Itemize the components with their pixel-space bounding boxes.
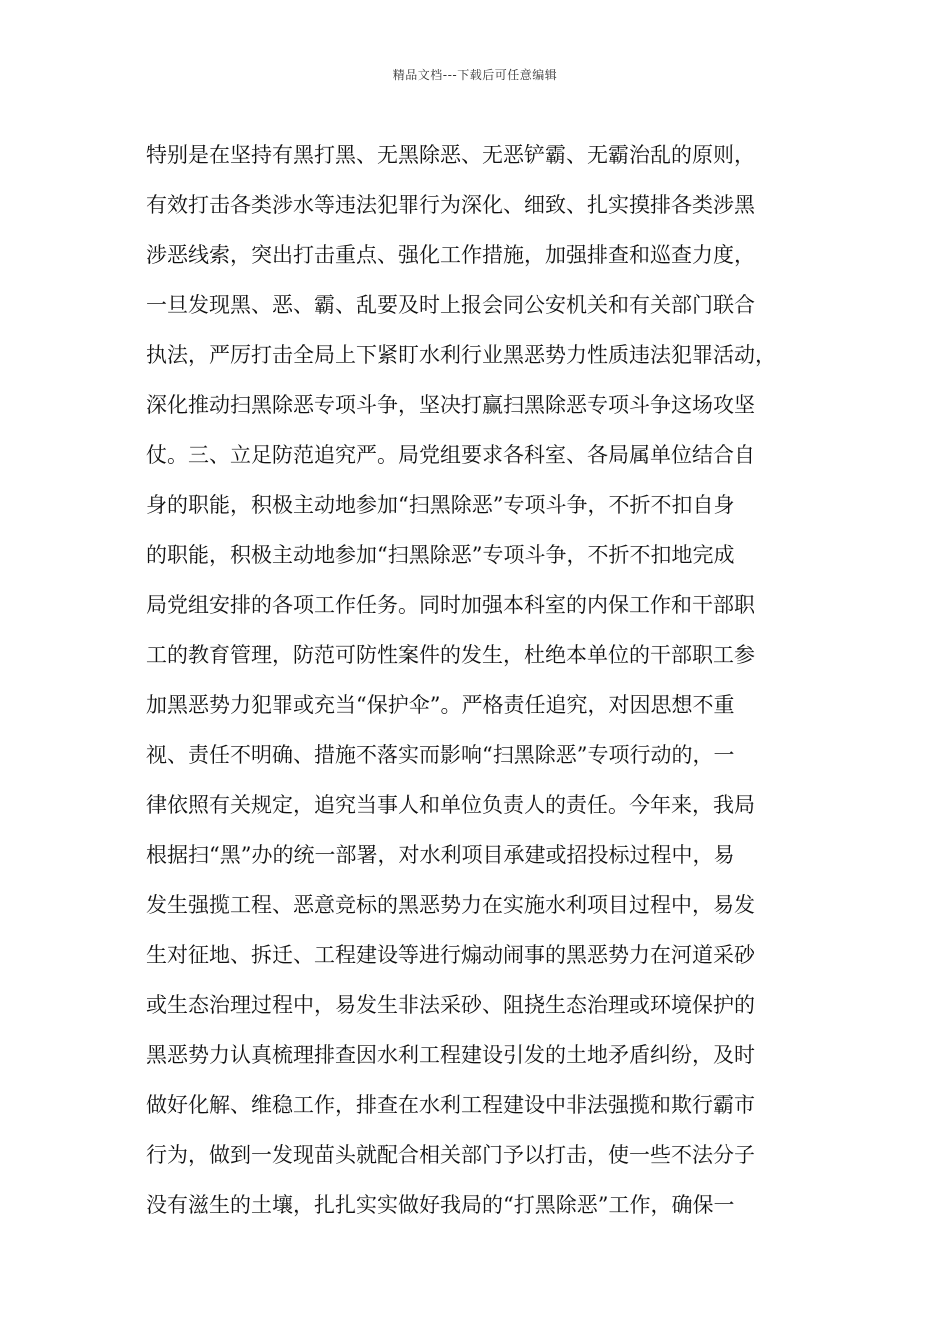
document-body [146, 130, 826, 1230]
text-line: 视、责任不明确、措施不落实而影响“扫黑除恶”专项行动的，一 [146, 743, 735, 767]
text-line: 行为，做到一发现苗头就配合相关部门予以打击，使一些不法分子 [146, 1143, 755, 1167]
text-line: 生对征地、拆迁、工程建设等进行煽动闹事的黑恶势力在河道采砂 [146, 943, 755, 967]
text-line: 局党组安排的各项工作任务。同时加强本科室的内保工作和干部职 [146, 593, 755, 617]
text-line: 执法，严厉打击全局上下紧盯水利行业黑恶势力性质违法犯罪活动， [146, 343, 776, 367]
text-line: 特别是在坚持有黑打黑、无黑除恶、无恶铲霸、无霸治乱的原则， [146, 143, 755, 167]
text-line: 加黑恶势力犯罪或充当“保护伞”。严格责任追究，对因思想不重 [146, 693, 735, 717]
text-line: 或生态治理过程中，易发生非法采砂、阻挠生态治理或环境保护的 [146, 993, 755, 1017]
text-line: 仗。三、立足防范追究严。局党组要求各科室、各局属单位结合自 [146, 443, 755, 467]
page-header: 精品文档---下载后可任意编辑 [392, 68, 558, 82]
text-line: 根据扫“黑”办的统一部署，对水利项目承建或招投标过程中，易 [146, 843, 735, 867]
text-line: 一旦发现黑、恶、霸、乱要及时上报会同公安机关和有关部门联合 [146, 293, 755, 317]
text-line: 有效打击各类涉水等违法犯罪行为深化、细致、扎实摸排各类涉黑 [146, 193, 755, 217]
text-line: 的职能，积极主动地参加“扫黑除恶”专项斗争，不折不扣地完成 [146, 543, 735, 567]
text-line: 涉恶线索，突出打击重点、强化工作措施，加强排查和巡查力度， [146, 243, 755, 267]
text-line: 身的职能，积极主动地参加“扫黑除恶”专项斗争，不折不扣自身 [146, 493, 735, 517]
text-line: 没有滋生的土壤，扎扎实实做好我局的“打黑除恶”工作，确保一 [146, 1193, 735, 1217]
text-line: 发生强揽工程、恶意竞标的黑恶势力在实施水利项目过程中，易发 [146, 893, 755, 917]
text-line: 黑恶势力认真梳理排查因水利工程建设引发的土地矛盾纠纷，及时 [146, 1043, 755, 1067]
text-line: 做好化解、维稳工作，排查在水利工程建设中非法强揽和欺行霸市 [146, 1093, 755, 1117]
text-line: 工的教育管理，防范可防性案件的发生，杜绝本单位的干部职工参 [146, 643, 755, 667]
text-line: 律依照有关规定，追究当事人和单位负责人的责任。今年来，我局 [146, 793, 755, 817]
text-line: 深化推动扫黑除恶专项斗争，坚决打赢扫黑除恶专项斗争这场攻坚 [146, 393, 755, 417]
